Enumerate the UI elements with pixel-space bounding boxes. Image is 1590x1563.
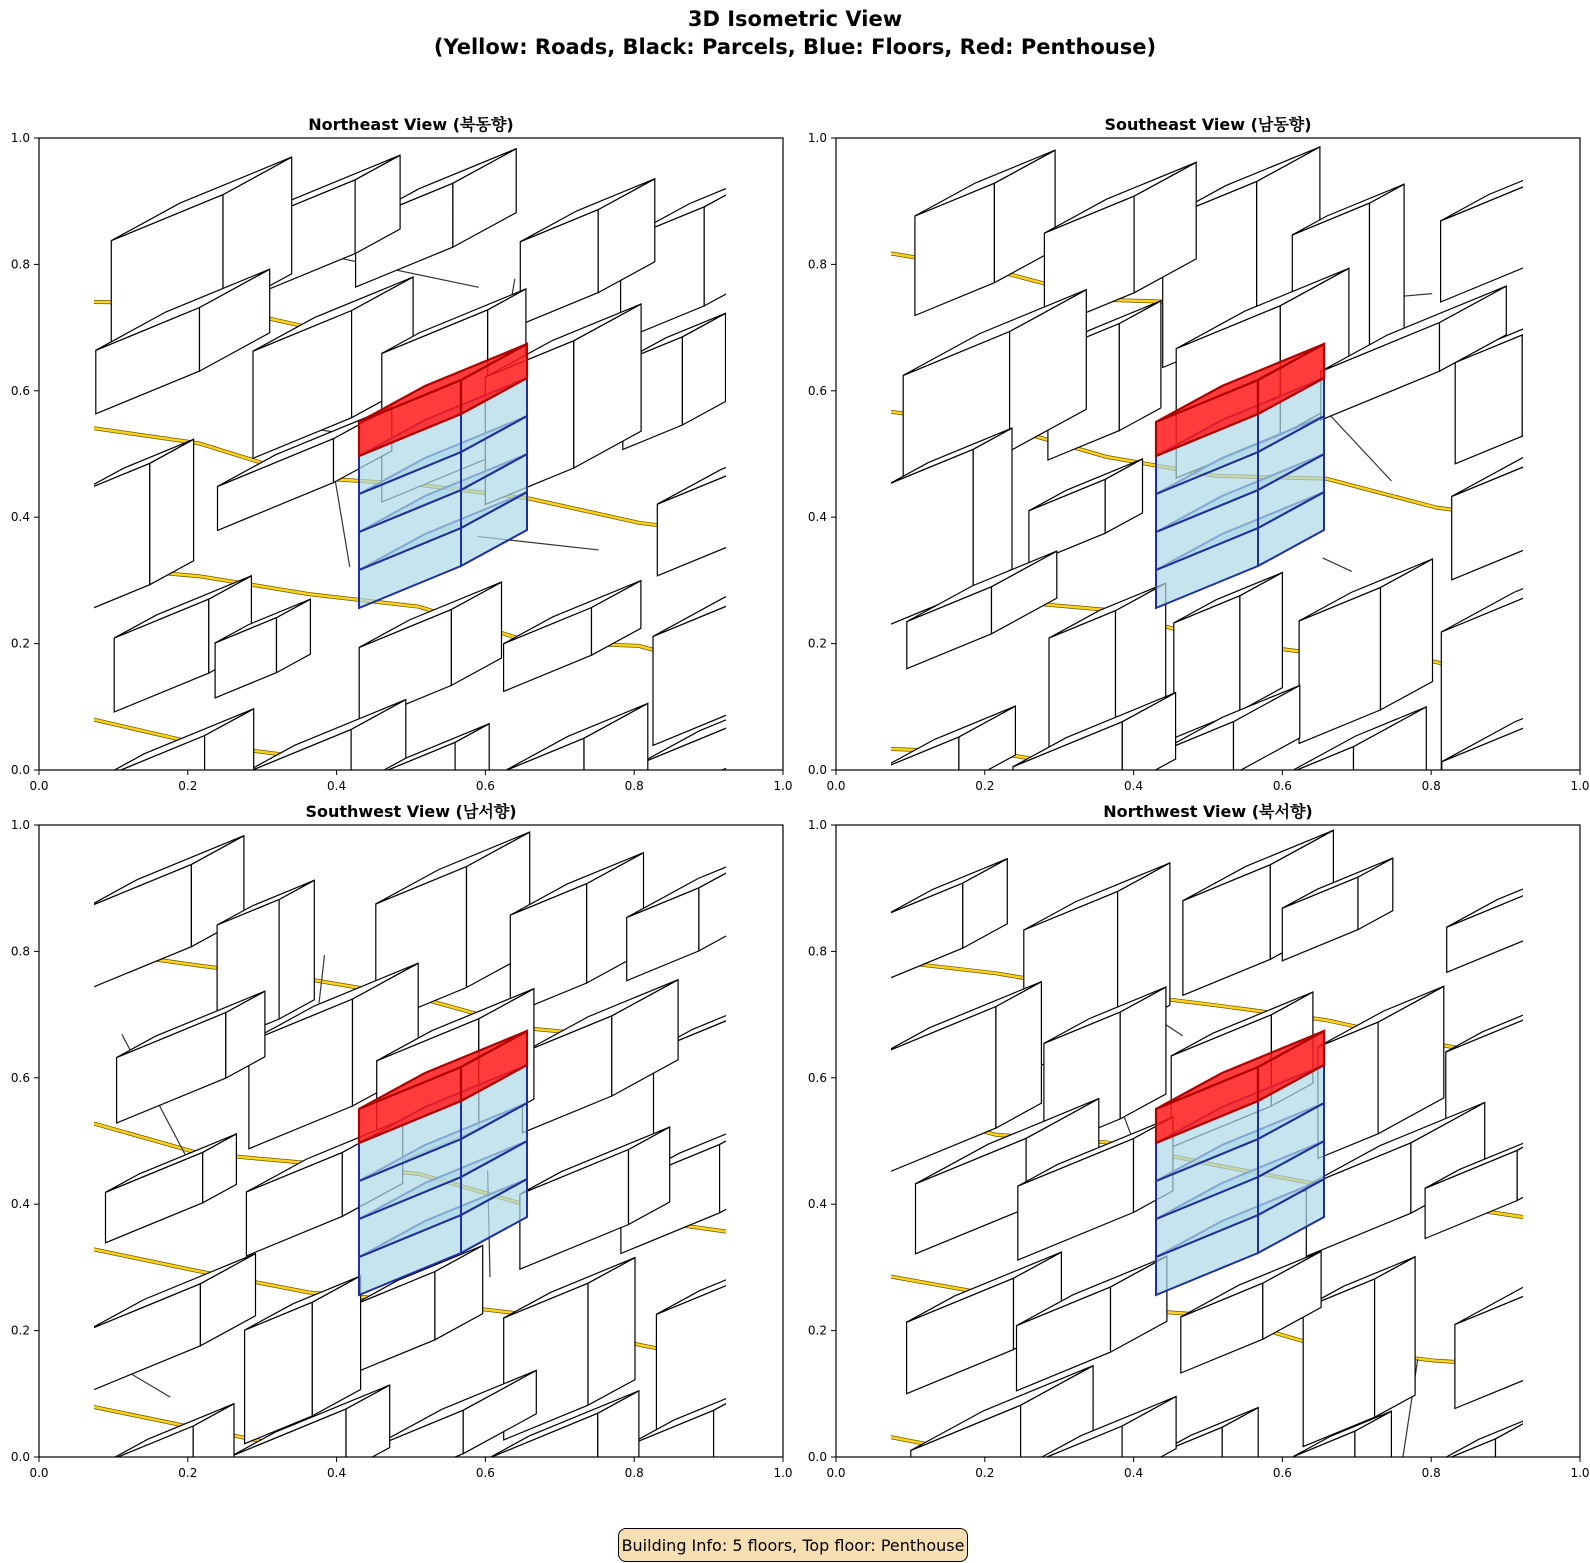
- y-tick-label: 0.0: [807, 1450, 827, 1464]
- y-tick-label: 0.2: [807, 636, 827, 651]
- x-tick-label: 0.2: [178, 779, 198, 793]
- x-tick-label: 0.0: [826, 1466, 846, 1480]
- y-tick-label: 0.8: [807, 944, 827, 959]
- x-tick-label: 0.8: [624, 779, 644, 793]
- x-tick-label: 1.0: [1570, 1466, 1590, 1480]
- x-tick-label: 0.6: [1272, 1466, 1292, 1480]
- x-tick-label: 0.4: [1124, 779, 1144, 793]
- y-tick-label: 0.6: [10, 383, 30, 398]
- figure-subtitle: (Yellow: Roads, Black: Parcels, Blue: Floors, Red: Penthouse): [433, 35, 1157, 59]
- panel-title-southwest: Southwest View (남서향): [305, 802, 517, 821]
- y-tick-label: 0.6: [807, 383, 827, 398]
- panel-plot-northeast: [11, 131, 810, 919]
- x-tick-label: 0.4: [327, 1466, 347, 1480]
- y-tick-label: 0.0: [10, 1450, 30, 1464]
- x-tick-label: 1.0: [773, 779, 793, 793]
- x-tick-label: 0.4: [1124, 1466, 1144, 1480]
- y-tick-label: 0.6: [10, 1070, 30, 1085]
- x-tick-label: 0.6: [475, 779, 495, 793]
- y-tick-label: 0.6: [807, 1070, 827, 1085]
- x-tick-label: 0.0: [29, 779, 49, 793]
- panel-title-southeast: Southeast View (남동향): [1104, 115, 1312, 134]
- panel-plot-southwest: [11, 818, 800, 1520]
- x-tick-label: 0.2: [975, 779, 995, 793]
- panel-plot-northwest: [808, 818, 1590, 1520]
- y-tick-label: 0.8: [10, 257, 30, 272]
- x-tick-label: 0.8: [1421, 779, 1441, 793]
- y-tick-label: 1.0: [807, 818, 827, 832]
- x-tick-label: 1.0: [1570, 779, 1590, 793]
- y-tick-label: 0.8: [10, 944, 30, 959]
- y-tick-label: 0.4: [10, 1197, 30, 1212]
- y-tick-label: 0.8: [807, 257, 827, 272]
- y-tick-label: 0.0: [807, 763, 827, 777]
- y-tick-label: 0.2: [10, 1323, 30, 1338]
- y-tick-label: 1.0: [807, 131, 827, 145]
- x-tick-label: 0.6: [475, 1466, 495, 1480]
- y-tick-label: 0.4: [807, 510, 827, 525]
- x-tick-label: 0.4: [327, 779, 347, 793]
- figure-title: 3D Isometric View: [687, 7, 903, 31]
- y-tick-label: 0.0: [10, 763, 30, 777]
- building-info-box: Building Info: 5 floors, Top floor: Penthouse: [618, 1528, 968, 1562]
- x-tick-label: 0.8: [624, 1466, 644, 1480]
- y-tick-label: 1.0: [10, 818, 30, 832]
- panel-title-northeast: Northeast View (북동향): [308, 115, 514, 134]
- x-tick-label: 0.6: [1272, 779, 1292, 793]
- x-tick-label: 0.2: [178, 1466, 198, 1480]
- y-tick-label: 0.4: [807, 1197, 827, 1212]
- x-tick-label: 0.0: [826, 779, 846, 793]
- x-tick-label: 1.0: [773, 1466, 793, 1480]
- x-tick-label: 0.0: [29, 1466, 49, 1480]
- y-tick-label: 0.2: [807, 1323, 827, 1338]
- y-tick-label: 0.4: [10, 510, 30, 525]
- y-tick-label: 0.2: [10, 636, 30, 651]
- x-tick-label: 0.2: [975, 1466, 995, 1480]
- y-tick-label: 1.0: [10, 131, 30, 145]
- panel-plot-southeast: [808, 131, 1590, 890]
- x-tick-label: 0.8: [1421, 1466, 1441, 1480]
- panel-title-northwest: Northwest View (북서향): [1103, 802, 1313, 821]
